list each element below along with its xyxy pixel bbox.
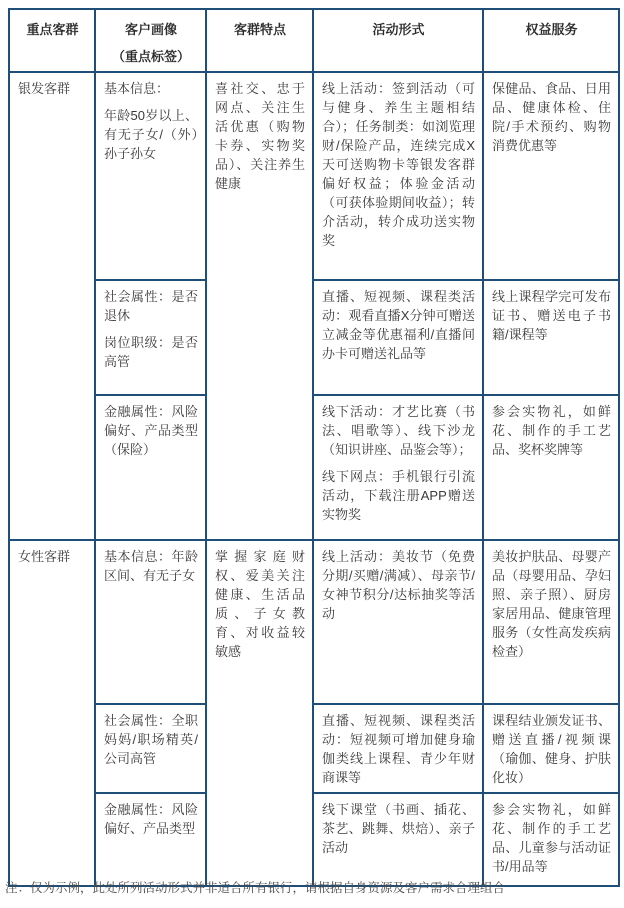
cell-paragraph: 金融属性：风险偏好、产品类型（保险） <box>104 404 198 457</box>
activity-cell <box>313 540 483 704</box>
benefit-cell <box>483 793 619 886</box>
customer-segment-table <box>8 8 620 887</box>
cell-paragraph: 基本信息：年龄区间、有无子女 <box>104 549 198 583</box>
table-row <box>9 280 619 395</box>
cell-paragraph: 社会属性：是否退休 <box>104 289 198 323</box>
header-label: 客群特点 <box>233 22 286 37</box>
profile-cell <box>95 793 206 886</box>
table-row <box>9 704 619 793</box>
cell-paragraph: 线下网点：手机银行引流活动，下载注册APP赠送实物奖 <box>322 469 475 522</box>
header-benefit-services <box>483 9 619 72</box>
segment-cell-silver <box>9 72 95 540</box>
segment-name: 女性客群 <box>18 549 71 564</box>
cell-paragraph: 岗位职级：是否高管 <box>104 335 198 369</box>
header-key-segments <box>9 9 95 72</box>
activity-cell <box>313 395 483 540</box>
cell-paragraph: 社会属性：全职妈妈/职场精英/公司高管 <box>104 713 198 766</box>
profile-cell <box>95 395 206 540</box>
cell-paragraph: 美妆护肤品、母婴产品（母婴用品、孕妇照、亲子照）、厨房家居用品、健康管理服务（女性高发疾病检查） <box>492 549 611 659</box>
activity-cell <box>313 280 483 395</box>
cell-paragraph: 参会实物礼，如鲜花、制作的手工艺品、儿童参与活动证书/用品等 <box>492 802 611 874</box>
profile-cell <box>95 540 206 704</box>
header-label: 活动形式 <box>372 22 425 37</box>
header-activity-forms <box>313 9 483 72</box>
segment-cell-female <box>9 540 95 886</box>
cell-paragraph: 线上课程学完可发布证书、赠送电子书籍/课程等 <box>492 289 611 342</box>
cell-paragraph: 基本信息： <box>104 81 170 96</box>
table-row <box>9 72 619 280</box>
benefit-cell <box>483 540 619 704</box>
activity-cell <box>313 793 483 886</box>
cell-paragraph: 线下活动：才艺比赛（书法、唱歌等）、线下沙龙（知识讲座、品鉴会等）； <box>322 404 475 457</box>
benefit-cell <box>483 395 619 540</box>
cell-paragraph: 线上活动：签到活动（可与健身、养生主题相结合）；任务制类：如浏览理财/保险产品，连续完成X天可送购物卡等银发客群偏好权益；体验金活动（可获体验期间收益）；转介活动，转介成功送实物奖 <box>322 81 475 248</box>
activity-cell <box>313 704 483 793</box>
header-label: （重点标签） <box>111 49 190 64</box>
header-label: 重点客群 <box>26 22 79 37</box>
cell-paragraph: 年龄50岁以上、 有无子女/（外）孙子孙女 <box>104 108 198 161</box>
header-label: 客户画像 <box>124 22 177 37</box>
cell-paragraph: 参会实物礼，如鲜花、制作的手工艺品、奖杯奖牌等 <box>492 404 611 457</box>
profile-cell <box>95 280 206 395</box>
footnote: 注：仅为示例，此处所列活动形式并非适合所有银行，请根据自身资源及客户需求合理组合 <box>5 881 506 895</box>
segment-name: 银发客群 <box>18 81 71 96</box>
cell-paragraph: 课程结业颁发证书、赠送直播/视频课（瑜伽、健身、护肤化妆） <box>492 713 611 785</box>
activity-cell <box>313 72 483 280</box>
benefit-cell <box>483 704 619 793</box>
table-row <box>9 395 619 540</box>
traits-cell <box>206 540 313 886</box>
header-segment-traits <box>206 9 313 72</box>
cell-paragraph: 线下课堂（书画、插花、茶艺、跳舞、烘焙）、亲子活动 <box>322 802 475 855</box>
profile-cell <box>95 72 206 280</box>
table-header-row <box>9 9 619 72</box>
cell-paragraph: 保健品、食品、日用品、健康体检、住院/手术预约、购物消费优惠等 <box>492 81 611 153</box>
profile-cell <box>95 704 206 793</box>
traits-cell <box>206 72 313 540</box>
cell-paragraph: 喜社交、忠于网点、关注生活优惠（购物卡券、实物奖品）、关注养生健康 <box>215 81 305 191</box>
benefit-cell <box>483 280 619 395</box>
cell-paragraph: 线上活动：美妆节（免费分期/买赠/满减）、母亲节/女神节积分/达标抽奖等活动 <box>322 549 475 621</box>
cell-paragraph: 直播、短视频、课程类活动：短视频可增加健身瑜伽类线上课程、青少年财商课等 <box>322 713 475 785</box>
table-row <box>9 793 619 886</box>
cell-paragraph: 掌握家庭财权、爱美关注健康、生活品质、子女教育、对收益较敏感 <box>215 549 305 659</box>
benefit-cell <box>483 72 619 280</box>
table-row <box>9 540 619 704</box>
cell-paragraph: 直播、短视频、课程类活动：观看直播X分钟可赠送立减金等优惠福利/直播间办卡可赠送礼品等 <box>322 289 475 361</box>
header-customer-profile <box>95 9 206 72</box>
cell-paragraph: 金融属性：风险偏好、产品类型 <box>104 802 198 836</box>
header-label: 权益服务 <box>525 22 578 37</box>
